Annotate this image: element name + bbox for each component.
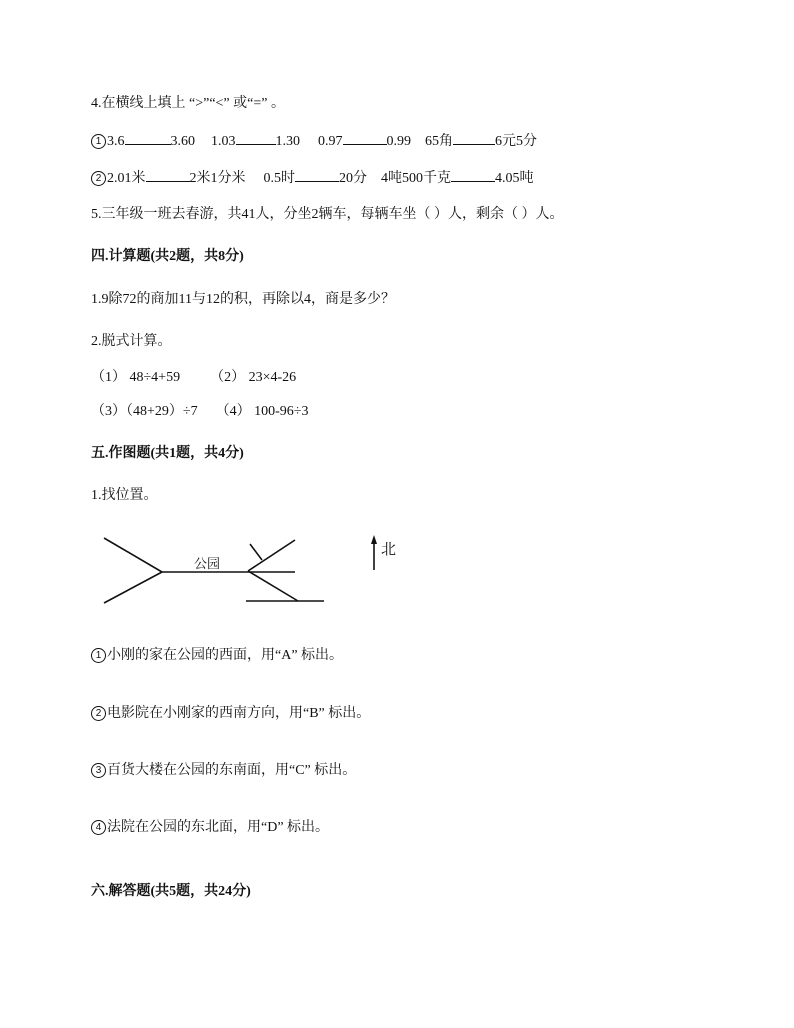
north-arrow-head: [371, 535, 377, 544]
row1-b3: 0.99: [386, 134, 411, 149]
section6-heading: 六.解答题(共5题，共24分): [91, 884, 251, 899]
expression-1: （1） 48÷4+59: [91, 370, 181, 385]
section4-heading: 四.计算题(共2题，共8分): [91, 249, 244, 264]
row2-a1: 2.01米: [107, 171, 146, 186]
map-label-north: 北: [381, 542, 397, 558]
circled-number: 1: [91, 648, 106, 663]
circled-number: 2: [91, 171, 106, 186]
row1-a1: 3.6: [107, 134, 125, 149]
map-task-text: 百货大楼在公园的东南面，用“C” 标出。: [107, 763, 357, 778]
row2-a2: 0.5时: [263, 171, 295, 186]
row1-a3: 0.97: [318, 134, 343, 149]
map-task-text: 法院在公园的东北面，用“D” 标出。: [107, 820, 330, 835]
map-label-park: 公园: [194, 556, 221, 571]
map-task-2: [91, 704, 370, 724]
row2-b2: 20分: [339, 171, 367, 186]
row2-b3: 4.05吨: [495, 171, 534, 186]
map-task-4: [91, 818, 329, 838]
q4-title: 4.在横线上填上 “>”“<” 或“=” 。: [91, 96, 285, 111]
section5-heading: 五.作图题(共1题，共4分): [91, 446, 244, 461]
expression-4: （4） 100-96÷3: [215, 404, 309, 419]
east-short-road: [250, 544, 262, 560]
expression-2: （2） 23×4-26: [210, 370, 297, 385]
row2-a3: 4吨500千克: [381, 171, 451, 186]
row1-b1: 3.60: [170, 134, 195, 149]
expression-3: （3）（48+29）÷7: [91, 404, 198, 419]
circled-number: 4: [91, 820, 106, 835]
map-task-text: 电影院在小刚家的西南方向，用“B” 标出。: [107, 706, 371, 721]
circled-number: 2: [91, 706, 106, 721]
row1-a4: 65角: [425, 134, 453, 149]
row2-b1: 2米1分米: [189, 171, 246, 186]
east-road-lower: [248, 571, 298, 601]
circled-number: 1: [91, 134, 106, 149]
row1-b4: 6元5分: [495, 134, 537, 149]
row1-a2: 1.03: [211, 134, 236, 149]
section4-q2: 2.脱式计算。: [91, 334, 172, 349]
west-road-lower: [104, 572, 162, 603]
map-task-3: [91, 761, 356, 781]
q5-text: 5.三年级一班去春游，共41人，分坐2辆车，每辆车坐（ ）人，剩余（ ）人。: [91, 207, 564, 222]
east-road-upper: [248, 540, 295, 571]
row1-b2: 1.30: [275, 134, 300, 149]
section5-q1: 1.找位置。: [91, 488, 158, 503]
circled-number: 3: [91, 763, 106, 778]
map-task-text: 小刚的家在公园的西面，用“A” 标出。: [107, 648, 344, 663]
map-task-1: [91, 646, 343, 666]
west-road-upper: [104, 538, 162, 572]
section4-q1: 1.9除72的商加11与12的积，再除以4，商是多少？: [91, 292, 395, 307]
